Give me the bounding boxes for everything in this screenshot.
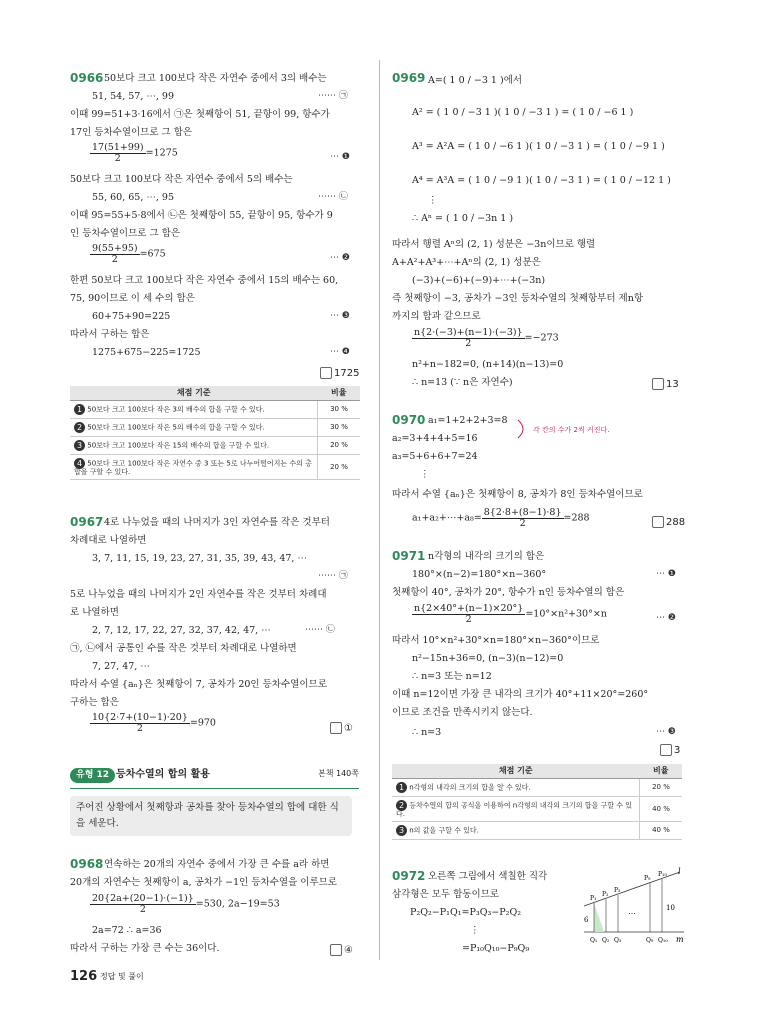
text-line: 51, 54, 57, ⋯, 99 — [92, 91, 175, 102]
table-row — [392, 779, 682, 797]
text-line: 17인 등차수열이므로 그 합은 — [70, 127, 193, 138]
number-badge: 1 — [396, 782, 407, 793]
fraction-line — [412, 328, 559, 348]
problem-number: 0968 — [70, 857, 104, 871]
matrix-line: ∴ Aⁿ = ( 1 0 / −3n 1 ) — [412, 213, 514, 224]
step-mark: ⋯ ❶ — [330, 152, 350, 162]
number-badge: 4 — [74, 458, 85, 469]
fraction-line — [90, 143, 178, 163]
text-line: P₂Q₂−P₁Q₁=P₃Q₃−P₂Q₂ — [410, 907, 522, 918]
label-q2: Q₂ — [602, 937, 610, 944]
frac-top: 8{2·8+(8−1)·8} — [483, 507, 562, 518]
type-reference: 본책 140쪽 — [318, 769, 359, 778]
step-mark: ⋯⋯ ㉡ — [318, 192, 348, 202]
text-line: a₁=1+2+2+3=8 — [428, 415, 508, 426]
criterion-text: 50보다 크고 100보다 작은 5의 배수의 합을 구할 수 있다. — [87, 423, 265, 432]
table-header: 비율 — [640, 764, 683, 779]
fraction-line — [412, 508, 590, 528]
problem-number: 0972 — [392, 869, 426, 883]
text-line: 오른쪽 그림에서 색칠한 직각 — [428, 871, 548, 882]
step-mark: ⋯ ❸ — [656, 727, 676, 737]
text-line: a₂=3+4+4+5=16 — [392, 433, 478, 444]
text-line: 1275+675−225=1725 — [92, 347, 201, 358]
frac-result: =288 — [563, 512, 590, 524]
shaded-triangle — [594, 903, 604, 932]
text-line: 따라서 구하는 합은 — [70, 329, 150, 340]
frac-bottom: 2 — [136, 722, 143, 734]
geometry-figure — [580, 866, 690, 952]
criterion-text: 50보다 크고 100보다 작은 3의 배수의 합을 구할 수 있다. — [87, 405, 265, 414]
text-line: 따라서 10°×n²+30°×n=180°×n−360°이므로 — [392, 635, 600, 646]
fraction-line — [90, 894, 280, 914]
text-line: 한편 50보다 크고 100보다 작은 자연수 중에서 15의 배수는 60, — [70, 275, 339, 286]
answer-value: ① — [344, 723, 353, 734]
type-goal: 주어진 상황에서 첫째항과 공차를 찾아 등차수열의 합에 대한 식을 세운다. — [70, 796, 352, 836]
step-mark: ⋯⋯ ㉠ — [318, 91, 348, 101]
problem-number: 0966 — [70, 71, 104, 85]
number-badge: 1 — [74, 404, 85, 415]
criterion-text: n각형의 내각의 크기의 합을 알 수 있다. — [409, 783, 531, 792]
frac-top: n{2×40°+(n−1)×20°} — [414, 603, 524, 614]
text-line: ⋮ — [470, 925, 480, 936]
frac-result: =−273 — [524, 332, 559, 344]
criterion-ratio: 30 % — [318, 419, 361, 437]
answer-icon — [660, 744, 672, 756]
table-row — [392, 797, 682, 822]
text-line: 첫째항이 40°, 공차가 20°, 항수가 n인 등차수열의 합은 — [392, 587, 625, 598]
type-badge: 유형 12 — [70, 768, 115, 783]
value-6: 6 — [584, 916, 589, 924]
column-divider — [379, 60, 380, 960]
fraction-line — [412, 604, 607, 624]
value-10: 10 — [666, 904, 675, 912]
text-line: 따라서 수열 {aₙ}은 첫째항이 8, 공차가 8인 등차수열이므로 — [392, 489, 643, 500]
table-row — [70, 455, 360, 480]
fraction-line — [90, 713, 216, 733]
frac-bottom: 2 — [465, 337, 472, 349]
step-mark: ⋯ ❷ — [330, 253, 350, 263]
text-line: 50보다 크고 100보다 작은 자연수 중에서 3의 배수는 — [104, 73, 327, 84]
answer — [660, 744, 680, 756]
text-line: ⋮ — [420, 469, 430, 480]
answer-value: 1725 — [334, 368, 360, 379]
answer — [652, 378, 679, 390]
criterion-ratio: 20 % — [640, 779, 683, 797]
text-line: 이때 95=55+5·8에서 ㉡은 첫째항이 55, 끝항이 95, 항수가 9 — [70, 210, 333, 221]
answer-value: 13 — [666, 379, 679, 390]
text-line: 차례대로 나열하면 — [70, 535, 147, 546]
problem-number: 0971 — [392, 549, 426, 563]
text-line: 5로 나누었을 때의 나머지가 2인 자연수를 작은 것부터 차례대 — [70, 589, 327, 600]
matrix-line: A² = ( 1 0 / −3 1 )( 1 0 / −3 1 ) = ( 1 0 / −6 1 ) — [412, 107, 634, 118]
matrix-line: A=( 1 0 / −3 1 )에서 — [428, 75, 523, 86]
text-line: 4로 나누었을 때의 나머지가 3인 자연수를 작은 것부터 — [104, 517, 330, 528]
problem-number: 0967 — [70, 515, 104, 529]
step-mark: ⋯ ❶ — [656, 569, 676, 579]
frac-result: =970 — [189, 717, 216, 729]
problem-number: 0969 — [392, 71, 426, 85]
text-line: ∴ n=3 또는 n=12 — [412, 671, 492, 682]
criterion-text: n의 값을 구할 수 있다. — [409, 826, 479, 835]
text-line: n²−15n+36=0, (n−3)(n−12)=0 — [412, 653, 564, 664]
step-mark: ⋯ ❹ — [330, 347, 350, 357]
type-header — [70, 766, 359, 788]
frac-bottom: 2 — [111, 253, 118, 265]
text-line: n²+n−182=0, (n+14)(n−13)=0 — [412, 359, 564, 370]
frac-bottom: 2 — [139, 903, 146, 915]
table-header: 비율 — [318, 386, 361, 401]
table-row — [70, 437, 360, 455]
annotation-note: 각 칸의 수가 2씩 커진다. — [533, 426, 610, 434]
label-q1: Q₁ — [590, 937, 598, 944]
frac-bottom: 2 — [519, 517, 526, 529]
page-number: 126 — [70, 969, 98, 984]
text-line: 180°×(n−2)=180°×n−360° — [412, 569, 547, 580]
type-underline — [70, 788, 359, 789]
label-p2: P₂ — [602, 891, 609, 898]
label-p9: P₉ — [644, 875, 651, 882]
text-line: 2a=72 ∴ a=36 — [92, 925, 162, 936]
criterion-ratio: 30 % — [318, 401, 361, 419]
text-line: 75, 90이므로 이 세 수의 합은 — [70, 293, 195, 304]
number-badge: 3 — [74, 440, 85, 451]
criterion-ratio: 20 % — [318, 455, 361, 480]
footer-label: 정답 및 풀이 — [100, 972, 144, 981]
text-line: a₃=5+6+6+7=24 — [392, 451, 478, 462]
table-header: 채점 기준 — [392, 764, 640, 779]
table-row — [70, 401, 360, 419]
answer-icon — [330, 944, 342, 956]
text-line: ∴ n=13 (∵ n은 자연수) — [412, 377, 513, 388]
text-line: A+A²+A³+⋯+Aⁿ의 (2, 1) 성분은 — [392, 257, 541, 268]
label-p3: P₃ — [614, 887, 621, 894]
number-badge: 3 — [396, 825, 407, 836]
text-line: 이때 99=51+3·16에서 ㉠은 첫째항이 51, 끝항이 99, 항수가 — [70, 109, 330, 120]
answer — [320, 367, 359, 379]
table-row — [70, 419, 360, 437]
text-line: 7, 27, 47, ⋯ — [92, 661, 150, 672]
text-line: 2, 7, 12, 17, 22, 27, 32, 37, 42, 47, ⋯ — [92, 625, 271, 636]
text-line: 3, 7, 11, 15, 19, 23, 27, 31, 35, 39, 43, 47, ⋯ — [92, 553, 307, 564]
matrix-line: A³ = A²A = ( 1 0 / −6 1 )( 1 0 / −3 1 ) = ( 1 0 / −9 1 ) — [412, 141, 665, 152]
text-line: (−3)+(−6)+(−9)+⋯+(−3n) — [412, 275, 546, 286]
text-line: 로 나열하면 — [70, 607, 119, 618]
frac-top: 20{2a+(20−1)·(−1)} — [92, 893, 194, 904]
answer-value: 3 — [674, 745, 681, 756]
label-q9: Q₉ — [646, 937, 654, 944]
criterion-ratio: 40 % — [640, 797, 683, 822]
answer — [330, 722, 353, 734]
step-mark: ⋯⋯ ㉠ — [318, 571, 348, 581]
text-line: ㉠, ㉡에서 공통인 수를 작은 것부터 차례대로 나열하면 — [70, 643, 297, 654]
answer-value: ④ — [344, 945, 353, 956]
text-line: 연속하는 20개의 자연수 중에서 가장 큰 수를 a라 하면 — [104, 859, 330, 870]
frac-top: n{2·(−3)+(n−1)·(−3)} — [414, 327, 523, 338]
criterion-text: 50보다 크고 100보다 작은 자연수 중 3 또는 5로 나누어떨어지는 수의 총합을 구할 수 있다. — [74, 459, 312, 476]
bracket-icon — [516, 418, 532, 440]
text-line: =P₁₀Q₁₀−P₉Q₉ — [462, 943, 530, 954]
criterion-text: 50보다 크고 100보다 작은 15의 배수의 합을 구할 수 있다. — [87, 441, 270, 450]
text-line: 즉 첫째항이 −3, 공차가 −3인 등차수열의 첫째항부터 제n항 — [392, 293, 644, 304]
problem-number: 0970 — [392, 413, 426, 427]
label-q10: Q₁₀ — [658, 937, 668, 944]
text-line: n각형의 내각의 크기의 합은 — [428, 551, 545, 562]
text-line: 인 등차수열이므로 그 합은 — [70, 228, 181, 239]
fraction-line — [90, 244, 166, 264]
text-line: 삼각형은 모두 합동이므로 — [392, 889, 499, 900]
text-line: 이므로 조건을 만족시키지 않는다. — [392, 707, 533, 718]
text-line: 50보다 크고 100보다 작은 자연수 중에서 5의 배수는 — [70, 174, 293, 185]
number-badge: 2 — [396, 800, 407, 811]
matrix-line: A⁴ = A³A = ( 1 0 / −9 1 )( 1 0 / −3 1 ) = ( 1 0 / −12 1 ) — [412, 175, 671, 186]
text-line: ∴ n=3 — [412, 727, 442, 738]
text-line: 이때 n=12이면 가장 큰 내각의 크기가 40°+11×20°=260° — [392, 689, 649, 700]
answer — [330, 944, 353, 956]
step-mark: ⋯⋯ ㉡ — [305, 625, 335, 635]
number-badge: 2 — [74, 422, 85, 433]
criterion-ratio: 20 % — [318, 437, 361, 455]
table-header: 채점 기준 — [70, 386, 318, 401]
frac-result: =675 — [139, 248, 166, 260]
text-line: ⋮ — [428, 195, 438, 206]
text-line: 60+75+90=225 — [92, 311, 171, 322]
label-m: m — [676, 935, 684, 944]
step-mark: ⋯ ❸ — [330, 311, 350, 321]
scoring-table-2 — [392, 764, 682, 840]
frac-result: =1275 — [145, 147, 178, 159]
scoring-table-1 — [70, 386, 360, 480]
step-mark: ⋯ ❷ — [656, 613, 676, 623]
label-p1: P₁ — [590, 895, 597, 902]
frac-result: =530, 2a−19=53 — [195, 898, 280, 910]
label-p10: P₁₀ — [658, 871, 667, 878]
text-line: 따라서 행렬 Aⁿ의 (2, 1) 성분은 −3n이므로 행렬 — [392, 239, 596, 250]
answer-icon — [330, 722, 342, 734]
frac-result: =10°×n²+30°×n — [525, 608, 607, 620]
table-row — [392, 822, 682, 840]
sum-prefix: a₁+a₂+⋯+a₈= — [412, 512, 482, 524]
answer-value: 288 — [666, 517, 686, 528]
type-title: 등차수열의 합의 활용 — [116, 769, 210, 780]
frac-top: 9(55+95) — [92, 243, 138, 254]
text-line: 구하는 합은 — [70, 697, 119, 708]
ellipsis: ⋯ — [628, 909, 636, 918]
text-line: 따라서 수열 {aₙ}은 첫째항이 7, 공차가 20인 등차수열이므로 — [70, 679, 327, 690]
frac-bottom: 2 — [465, 613, 472, 625]
label-q3: Q₃ — [614, 937, 622, 944]
answer — [652, 516, 685, 528]
frac-bottom: 2 — [114, 152, 121, 164]
text-line: 55, 60, 65, ⋯, 95 — [92, 192, 175, 203]
criterion-text: 등차수열의 합의 공식을 이용하여 n각형의 내각의 크기의 합을 구할 수 있다. — [396, 801, 633, 818]
label-l: l — [678, 867, 681, 876]
answer-icon — [652, 516, 664, 528]
frac-top: 17(51+99) — [92, 142, 144, 153]
text-line: 20개의 자연수는 첫째항이 a, 공차가 −1인 등차수열을 이루므로 — [70, 877, 337, 888]
criterion-ratio: 40 % — [640, 822, 683, 840]
frac-top: 10{2·7+(10−1)·20} — [92, 712, 188, 723]
answer-icon — [320, 367, 332, 379]
text-line: 따라서 구하는 가장 큰 수는 36이다. — [70, 943, 220, 954]
text-line: 까지의 합과 같으므로 — [392, 311, 481, 322]
answer-icon — [652, 378, 664, 390]
